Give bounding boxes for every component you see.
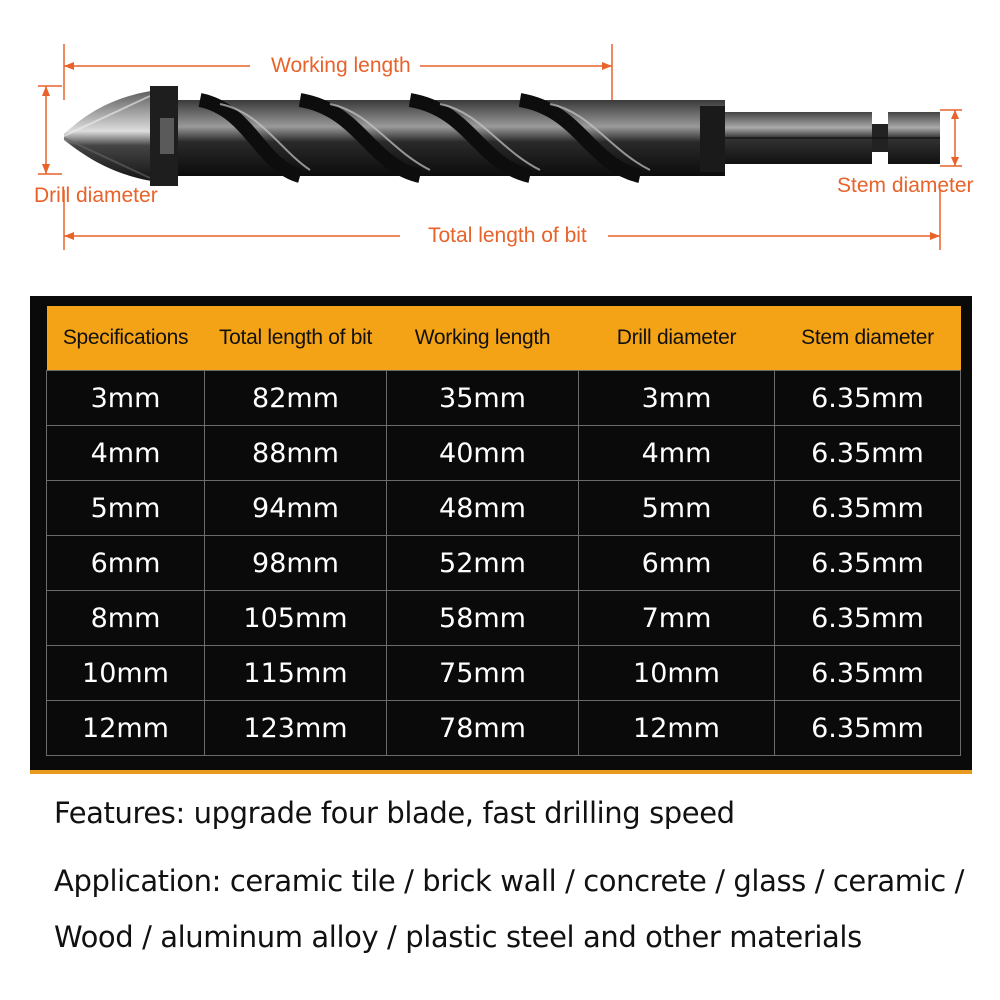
cell-stem-diameter: 6.35mm (775, 646, 961, 701)
cell-drill-diameter: 7mm (579, 591, 775, 646)
table-row (47, 426, 961, 481)
hex-shank (722, 112, 940, 164)
cell-stem-diameter: 6.35mm (775, 371, 961, 426)
cell-stem-diameter: 6.35mm (775, 701, 961, 756)
cell-stem-diameter: 6.35mm (775, 426, 961, 481)
cell-working-length: 58mm (387, 591, 579, 646)
table-row (47, 371, 961, 426)
cell-total-length: 94mm (205, 481, 387, 536)
cell-drill-diameter: 4mm (579, 426, 775, 481)
fluted-body (170, 100, 725, 176)
application-text-line2: Wood / aluminum alloy / plastic steel and other materials (54, 920, 862, 954)
stem-diameter-label: Stem diameter (837, 174, 974, 197)
header-stem-diameter: Stem diameter (775, 306, 961, 371)
table-row (47, 701, 961, 756)
cell-specification: 5mm (47, 481, 205, 536)
stem-diameter-dimension (940, 110, 962, 166)
cell-total-length: 105mm (205, 591, 387, 646)
table-header-row (47, 306, 961, 371)
cell-working-length: 48mm (387, 481, 579, 536)
carbide-tip (64, 86, 178, 186)
cell-total-length: 98mm (205, 536, 387, 591)
cell-working-length: 78mm (387, 701, 579, 756)
cell-specification: 12mm (47, 701, 205, 756)
drill-diameter-dimension (38, 86, 62, 174)
cell-specification: 4mm (47, 426, 205, 481)
application-text-line1: Application: ceramic tile / brick wall / concrete / glass / ceramic / (54, 864, 965, 898)
header-drill-diameter: Drill diameter (579, 306, 775, 371)
features-text: Features: upgrade four blade, fast drilling speed (54, 796, 735, 830)
table-row (47, 591, 961, 646)
cell-working-length: 40mm (387, 426, 579, 481)
drill-diameter-label: Drill diameter (34, 184, 158, 207)
cell-drill-diameter: 12mm (579, 701, 775, 756)
cell-stem-diameter: 6.35mm (775, 481, 961, 536)
header-working-length: Working length (387, 306, 579, 371)
working-length-label: Working length (271, 54, 411, 77)
cell-specification: 8mm (47, 591, 205, 646)
cell-stem-diameter: 6.35mm (775, 591, 961, 646)
cell-drill-diameter: 5mm (579, 481, 775, 536)
cell-working-length: 75mm (387, 646, 579, 701)
cell-specification: 6mm (47, 536, 205, 591)
total-length-label: Total length of bit (428, 224, 587, 247)
cell-drill-diameter: 6mm (579, 536, 775, 591)
cell-total-length: 82mm (205, 371, 387, 426)
cell-working-length: 52mm (387, 536, 579, 591)
specification-table (46, 306, 961, 756)
cell-stem-diameter: 6.35mm (775, 536, 961, 591)
cell-specification: 3mm (47, 371, 205, 426)
drill-bit-diagram (0, 0, 1000, 290)
header-total-length: Total length of bit (205, 306, 387, 371)
cell-drill-diameter: 10mm (579, 646, 775, 701)
cell-working-length: 35mm (387, 371, 579, 426)
cell-specification: 10mm (47, 646, 205, 701)
specification-panel (30, 296, 972, 774)
cell-drill-diameter: 3mm (579, 371, 775, 426)
cell-total-length: 123mm (205, 701, 387, 756)
cell-total-length: 115mm (205, 646, 387, 701)
table-row (47, 646, 961, 701)
cell-total-length: 88mm (205, 426, 387, 481)
table-row (47, 536, 961, 591)
header-specifications: Specifications (47, 306, 205, 371)
table-row (47, 481, 961, 536)
